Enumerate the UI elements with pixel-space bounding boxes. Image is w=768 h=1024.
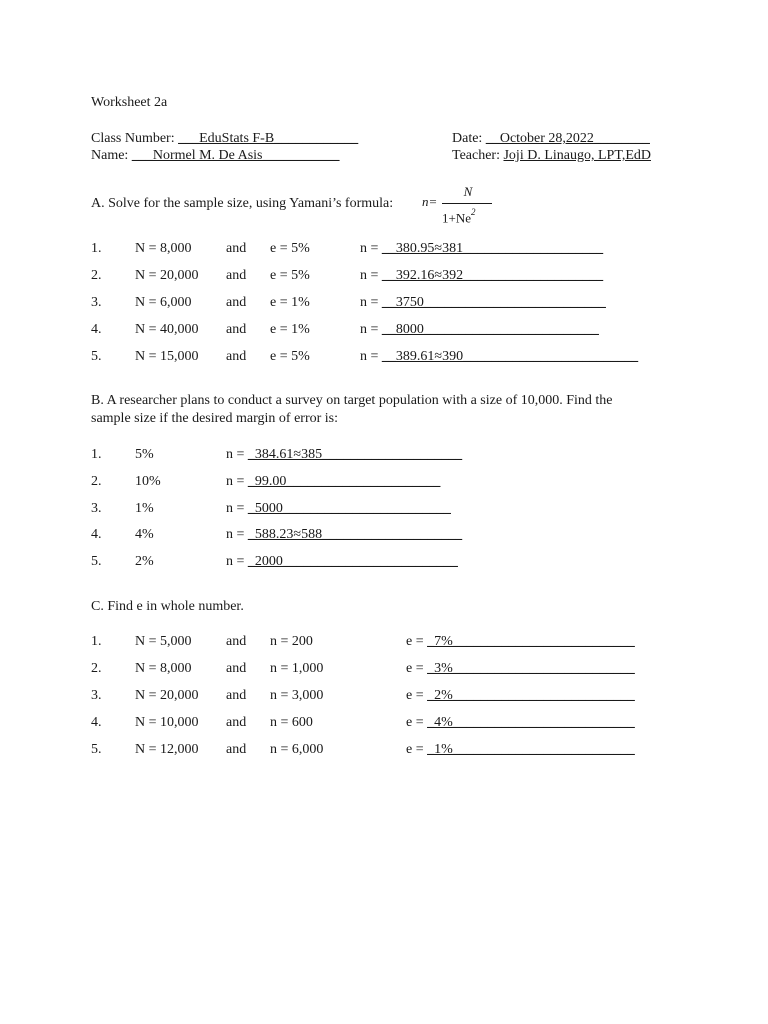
list-item-number: 4. — [91, 527, 102, 542]
name-value: ___Normel M. De Asis___________ — [131, 148, 340, 163]
margin-of-error: e = 1% — [270, 295, 310, 310]
margin-percent: 5% — [135, 447, 154, 462]
answer-value: _7%__________________________ — [427, 634, 635, 649]
date-value: __October 28,2022________ — [485, 131, 650, 146]
list-item-number: 5. — [91, 742, 102, 757]
formula-denominator — [442, 205, 502, 227]
section-b-instruction-line1: B. A researcher plans to conduct a survey on target population with a size of 10,000. Find the — [91, 393, 613, 408]
list-item-number: 5. — [91, 554, 102, 569]
list-item-number: 4. — [91, 715, 102, 730]
answer-value: _2000_________________________ — [247, 554, 458, 569]
and-label: and — [226, 268, 247, 283]
answer-row — [360, 240, 603, 258]
formula-numerator: N — [463, 184, 473, 199]
list-item-number: 1. — [91, 241, 102, 256]
and-label: and — [226, 349, 247, 364]
and-label: and — [226, 295, 247, 310]
answer-value: __380.95≈381____________________ — [381, 241, 604, 256]
answer-label: n = — [226, 554, 245, 569]
answer-row — [226, 526, 462, 544]
class-number-label: Class Number: — [91, 131, 175, 146]
answer-label: e = — [406, 688, 424, 703]
teacher-value: Joji D. Linaugo, LPT,EdD — [503, 148, 651, 163]
and-label: and — [226, 688, 247, 703]
answer-value: _2%__________________________ — [427, 688, 635, 703]
section-a-instruction: A. Solve for the sample size, using Yamani’s formula: — [91, 196, 394, 211]
answer-label: n = — [360, 268, 379, 283]
date-row — [452, 130, 650, 148]
name-label: Name: — [91, 148, 129, 163]
formula-exponent: 2 — [471, 207, 476, 217]
margin-of-error: e = 5% — [270, 241, 310, 256]
list-item-number: 2. — [91, 474, 102, 489]
answer-row — [360, 321, 599, 339]
answer-row — [226, 553, 458, 571]
and-label: and — [226, 715, 247, 730]
list-item-number: 3. — [91, 688, 102, 703]
population-value: N = 10,000 — [135, 715, 199, 730]
answer-row — [406, 714, 635, 732]
answer-value: _588.23≈588____________________ — [247, 527, 463, 542]
answer-value: __3750__________________________ — [381, 295, 606, 310]
and-label: and — [226, 742, 247, 757]
answer-value: _4%__________________________ — [427, 715, 635, 730]
population-value: N = 12,000 — [135, 742, 199, 757]
answer-row — [406, 741, 635, 759]
list-item-number: 1. — [91, 634, 102, 649]
margin-of-error: e = 5% — [270, 268, 310, 283]
answer-value: _3%__________________________ — [427, 661, 635, 676]
and-label: and — [226, 322, 247, 337]
population-value: N = 40,000 — [135, 322, 199, 337]
list-item-number: 2. — [91, 661, 102, 676]
answer-value: _1%__________________________ — [427, 742, 635, 757]
answer-row — [406, 660, 635, 678]
answer-label: n = — [360, 349, 379, 364]
answer-row — [226, 500, 451, 518]
formula-fraction-bar — [442, 203, 492, 204]
answer-row — [406, 687, 635, 705]
answer-label: n = — [360, 241, 379, 256]
list-item-number: 1. — [91, 447, 102, 462]
margin-percent: 1% — [135, 501, 154, 516]
and-label: and — [226, 634, 247, 649]
answer-row — [360, 348, 638, 366]
answer-label: n = — [226, 501, 245, 516]
answer-label: n = — [226, 447, 245, 462]
and-label: and — [226, 241, 247, 256]
answer-value: __8000_________________________ — [381, 322, 599, 337]
teacher-label: Teacher: — [452, 148, 500, 163]
answer-label: n = — [226, 474, 245, 489]
teacher-row — [452, 147, 651, 165]
list-item-number: 3. — [91, 501, 102, 516]
formula-denominator-base: 1+Ne — [442, 210, 471, 226]
answer-label: n = — [360, 322, 379, 337]
population-value: N = 8,000 — [135, 661, 192, 676]
list-item-number: 4. — [91, 322, 102, 337]
name-row — [91, 147, 340, 165]
class-number-value: ___EduStats F-B____________ — [178, 131, 359, 146]
answer-label: n = — [226, 527, 245, 542]
and-label: and — [226, 661, 247, 676]
section-c-instruction: C. Find e in whole number. — [91, 599, 244, 614]
answer-label: n = — [360, 295, 379, 310]
population-value: N = 20,000 — [135, 688, 199, 703]
answer-label: e = — [406, 715, 424, 730]
answer-label: e = — [406, 634, 424, 649]
sample-size-value: n = 3,000 — [270, 688, 324, 703]
sample-size-value: n = 200 — [270, 634, 313, 649]
margin-of-error: e = 1% — [270, 322, 310, 337]
population-value: N = 6,000 — [135, 295, 192, 310]
answer-row — [226, 473, 440, 491]
population-value: N = 5,000 — [135, 634, 192, 649]
sample-size-value: n = 1,000 — [270, 661, 324, 676]
worksheet-title: Worksheet 2a — [91, 95, 168, 110]
list-item-number: 5. — [91, 349, 102, 364]
margin-of-error: e = 5% — [270, 349, 310, 364]
answer-row — [226, 446, 462, 464]
yamane-formula — [422, 183, 492, 226]
population-value: N = 15,000 — [135, 349, 199, 364]
answer-row — [406, 633, 635, 651]
section-b-instruction-line2: sample size if the desired margin of error is: — [91, 411, 338, 426]
margin-percent: 2% — [135, 554, 154, 569]
answer-value: __392.16≈392____________________ — [381, 268, 604, 283]
answer-row — [360, 267, 603, 285]
answer-label: e = — [406, 742, 424, 757]
population-value: N = 8,000 — [135, 241, 192, 256]
population-value: N = 20,000 — [135, 268, 199, 283]
answer-value: _384.61≈385____________________ — [247, 447, 463, 462]
sample-size-value: n = 6,000 — [270, 742, 324, 757]
answer-row — [360, 294, 606, 312]
list-item-number: 2. — [91, 268, 102, 283]
answer-value: _5000________________________ — [247, 501, 451, 516]
list-item-number: 3. — [91, 295, 102, 310]
sample-size-value: n = 600 — [270, 715, 313, 730]
class-number-row — [91, 130, 358, 148]
answer-value: __389.61≈390_________________________ — [381, 349, 639, 364]
answer-label: e = — [406, 661, 424, 676]
margin-percent: 10% — [135, 474, 161, 489]
answer-value: _99.00______________________ — [247, 474, 441, 489]
date-label: Date: — [452, 131, 483, 146]
formula-lhs: n= — [422, 194, 438, 209]
margin-percent: 4% — [135, 527, 154, 542]
